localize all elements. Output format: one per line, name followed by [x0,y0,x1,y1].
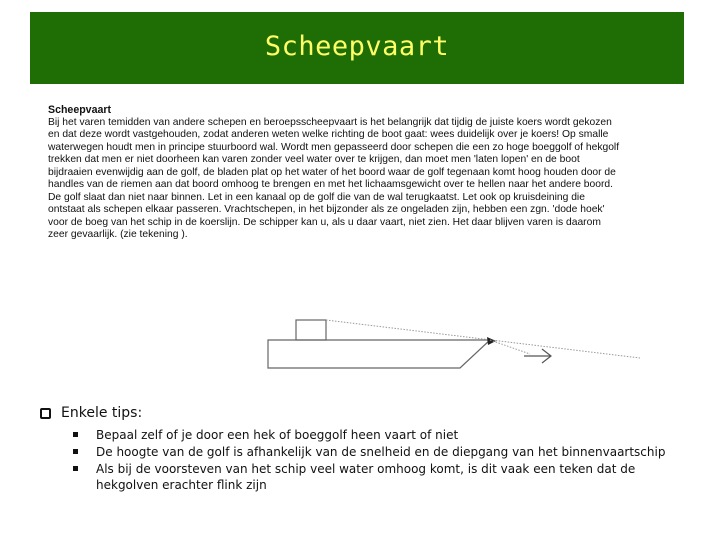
tips-header-text: Enkele tips: [61,405,143,421]
tip-text: Bepaal zelf of je door een hek of boeggolf heen vaart of niet [96,428,459,442]
list-item [72,444,670,460]
course-arrow-icon [524,349,551,363]
ship-dead-angle-diagram [260,310,650,380]
list-item [72,427,670,443]
slide-title: Scheepvaart [264,30,450,62]
title-bar [30,12,684,84]
square-bullet-icon [73,449,78,454]
tips-header [40,405,670,421]
scan-heading: Scheepvaart [48,104,112,116]
square-bullet-icon [73,466,78,471]
checkbox-bullet-icon [40,408,51,419]
ship-hull [268,340,490,368]
list-item [72,461,670,493]
tip-text: De hoogte van de golf is afhankelijk van de snelheid en de diepgang van het binnenvaartschip [96,445,666,459]
scan-body: Bij het varen temidden van andere schepen en beroepsscheepvaart is het belangrijk dat tijdig de juiste koers wordt gekozen en dat deze wordt vastgehouden, zodat anderen weten welke richting de boot gaat: wees duidelijk over je koers! Op smalle waterwegen houdt men in principe stuurboord wal. Wordt men gepasseerd door schepen die een zo hoge boeggolf of hekgolf trekken dat men er niet doorheen kan varen zonder veel water over te krijgen, dan moet men 'laten lopen' en de boot bijdraaien evenwijdig aan de golf, de bladen plat op het water of het boord waar de golf tegenaan komt hoog houden door de handles van de riemen aan dat boord omhoog te brengen en met het lichaamsgewicht over te hellen naar het andere boord. De golf slaat dan niet naar binnen. Let in een kanaal op de golf die van de wal terugkaatst. Let ook op kruisdeining die ontstaat als schepen elkaar passeren. Vrachtschepen, in het bijzonder als ze ongeladen zijn, hebben een zgn. 'dode hoek' voor de boeg van het schip in de koerslijn. De schipper kan u, als u daar vaart, niet zien. Het daar blijven varen is daarom zeer gevaarlijk. (zie tekening ). [48,116,620,240]
square-bullet-icon [73,432,78,437]
ship-cabin [296,320,326,340]
course-line [490,340,530,354]
sight-line [326,320,640,358]
scanned-text-block [48,104,623,242]
bow-arrow-head [487,337,496,345]
tips-section [40,405,670,494]
tips-list [40,427,670,493]
tip-text: Als bij de voorsteven van het schip veel water omhoog komt, is dit vaak een teken dat de hekgolven erachter flink zijn [96,462,636,492]
